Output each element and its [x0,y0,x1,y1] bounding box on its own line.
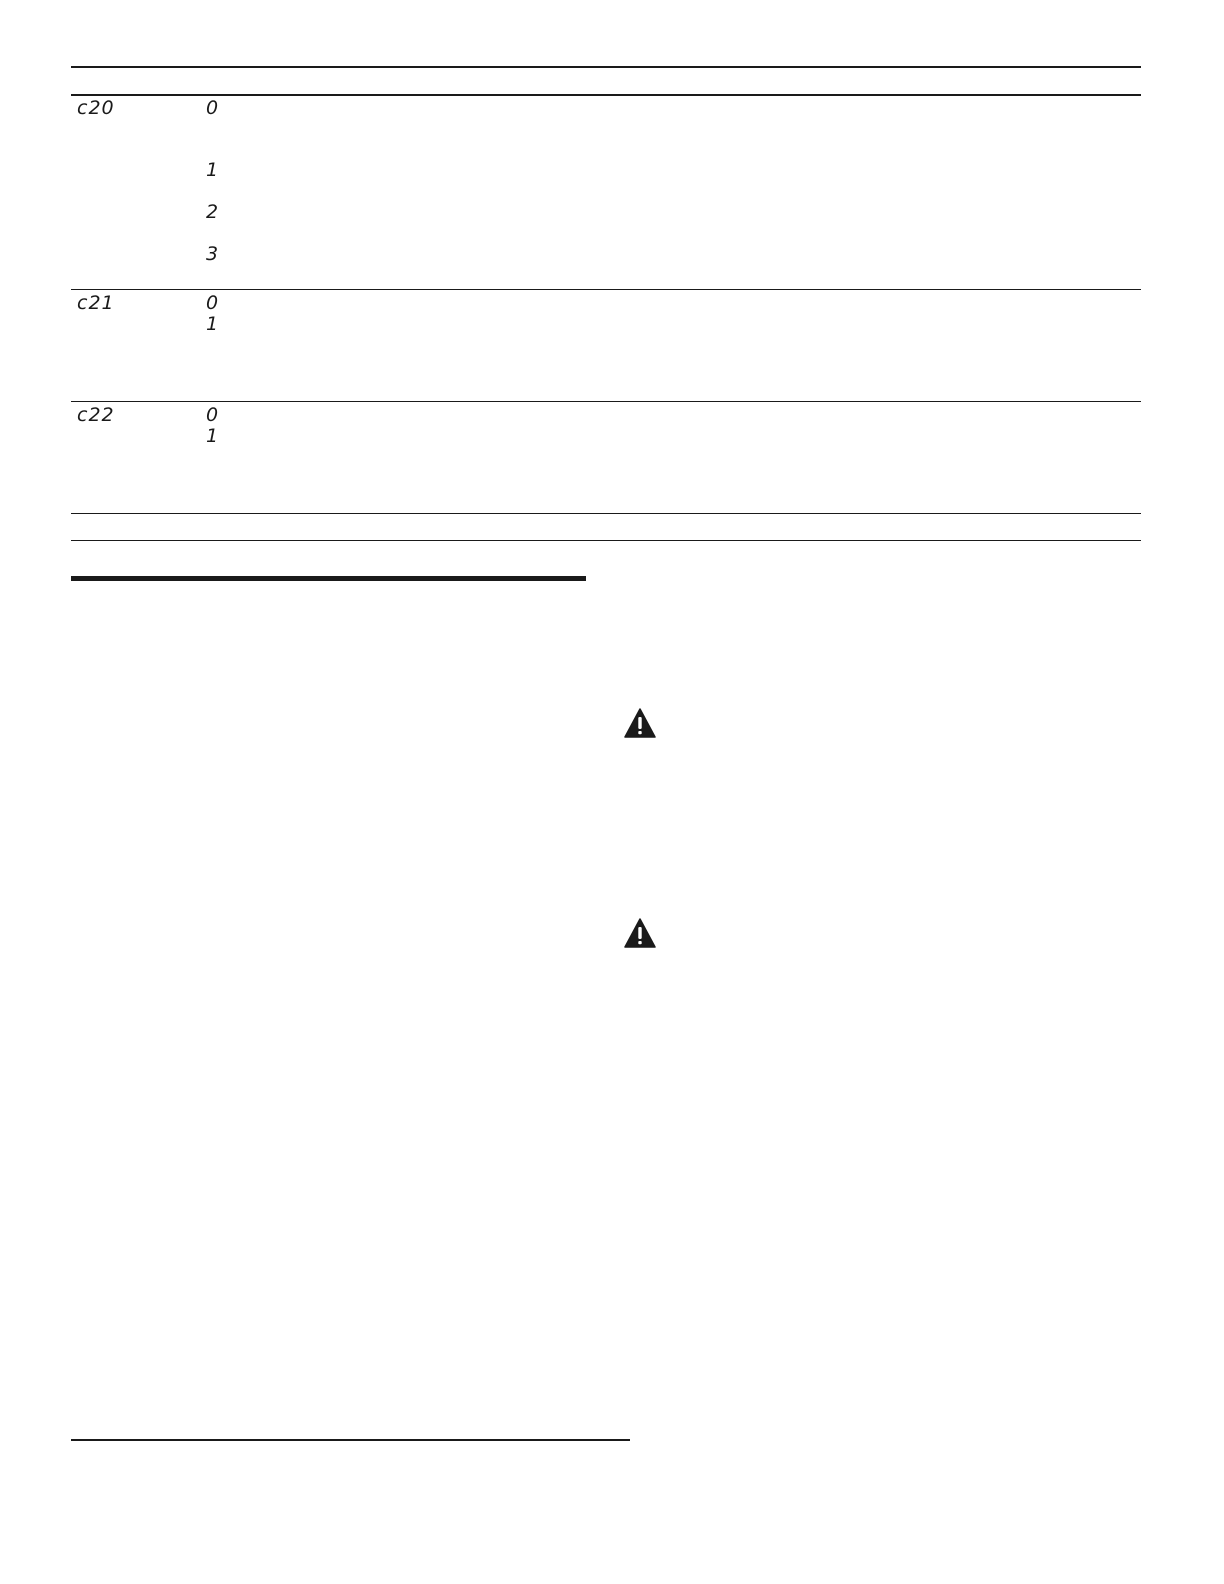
setting-value: 2 [206,201,220,223]
table-header-rule [71,94,1141,96]
warning-triangle-icon [624,918,656,948]
table-top-rule [71,66,1141,68]
setting-value: 0 [206,404,220,426]
setting-code-c20: c20 [77,97,115,119]
setting-value: 3 [206,243,220,265]
footnote-rule [71,1439,630,1441]
setting-value: 0 [206,97,220,119]
warning-triangle-icon [624,708,656,738]
table-row-divider [71,401,1141,402]
table-row-divider [71,289,1141,290]
setting-value: 1 [206,313,220,335]
setting-value: 1 [206,159,220,181]
table-row-divider [71,513,1141,514]
section-heading-rule [71,576,586,581]
setting-value: 0 [206,292,220,314]
setting-code-c21: c21 [77,292,115,314]
setting-value: 1 [206,425,220,447]
setting-code-c22: c22 [77,404,115,426]
table-bottom-rule [71,540,1141,541]
